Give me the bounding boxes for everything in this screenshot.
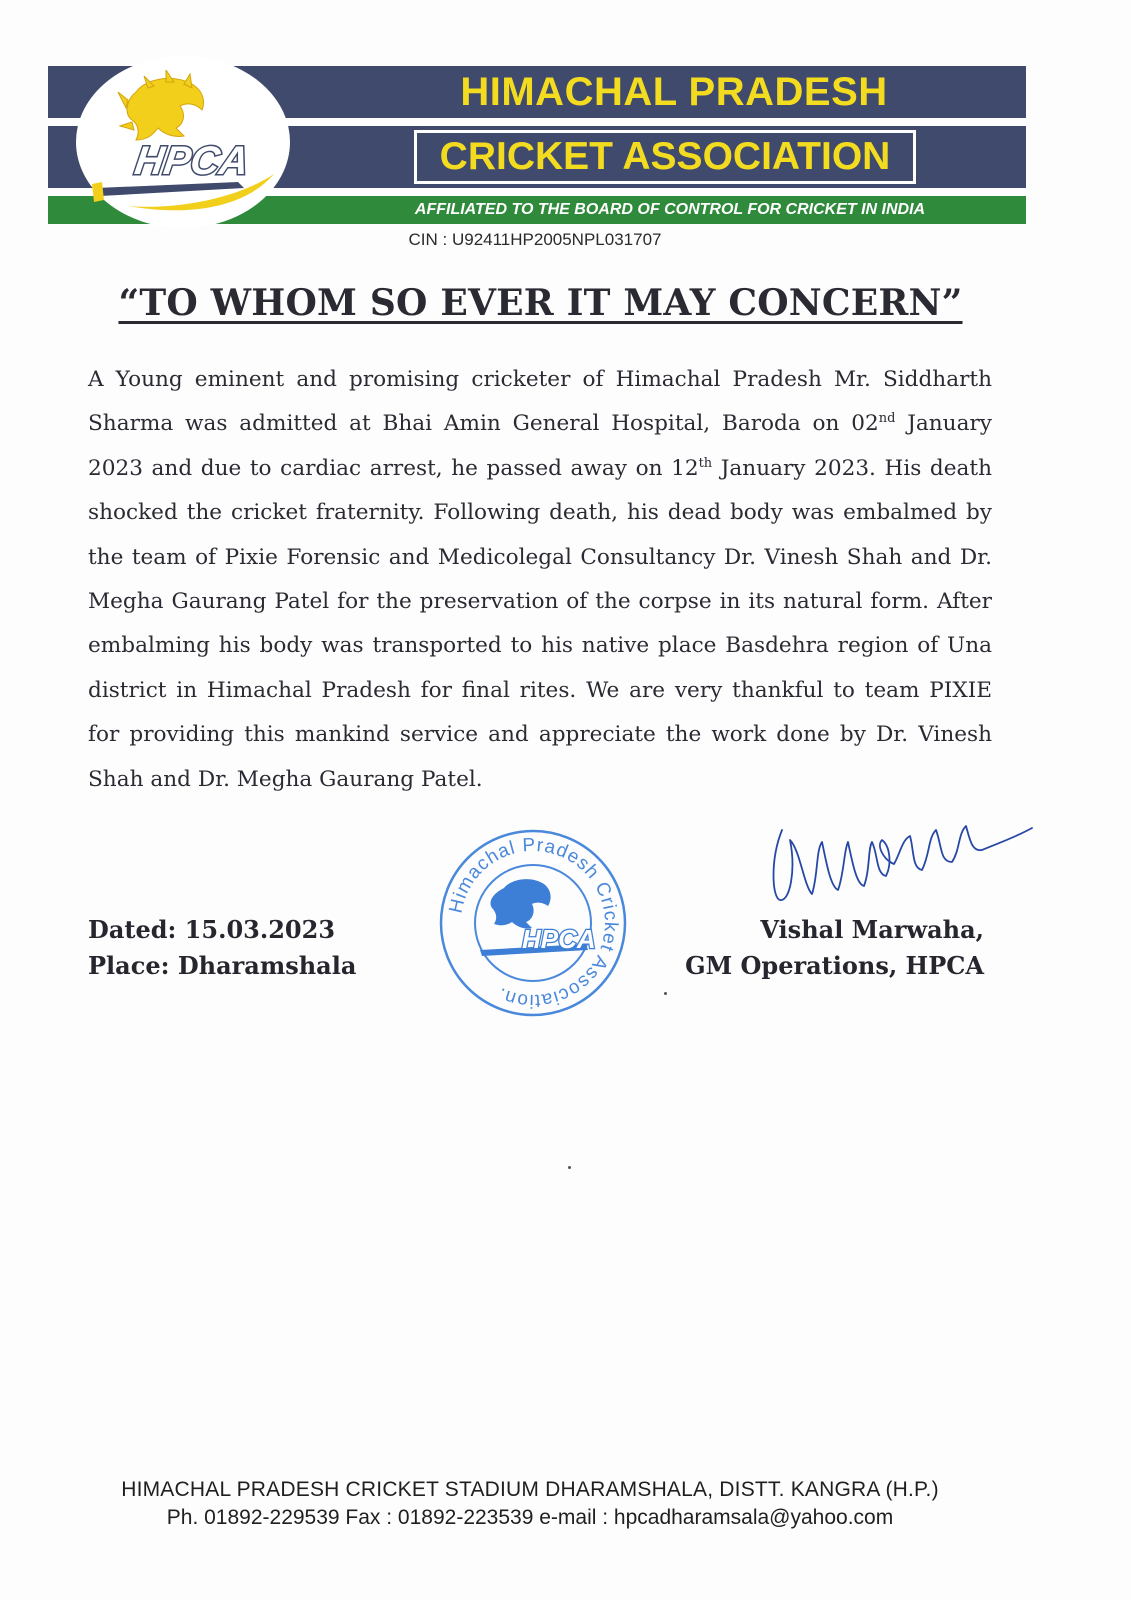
handwritten-signature <box>760 790 1040 920</box>
date-place-block <box>88 912 356 984</box>
signatory-name: Vishal Marwaha, <box>760 915 984 944</box>
signatory-title: GM Operations, HPCA <box>685 951 984 980</box>
svg-text:Himachal Pradesh Cricket Assoc <box>446 835 622 1011</box>
body-sup2: th <box>698 455 713 471</box>
dated-line: Dated: 15.03.2023 <box>88 915 336 944</box>
letter-heading <box>0 282 1081 324</box>
hpca-stamp <box>436 826 630 1020</box>
body-part2: January 2023 and due to cardiac arrest, he passed away on 12 <box>88 411 992 481</box>
stamp-ring-text: Himachal Pradesh Cricket Association. <box>445 834 622 1012</box>
body-part1: A Young eminent and promising cricketer of Himachal Pradesh Mr. Siddharth Sharma was admitted at Bhai Amin General Hospital, Baroda on 02 <box>88 367 992 437</box>
heading-text: “TO WHOM SO EVER IT MAY CONCERN” <box>118 282 963 324</box>
logo-text: HPCA <box>132 138 252 183</box>
org-name-line2: CRICKET ASSOCIATION <box>439 135 891 178</box>
footer-contact: Ph. 01892-229539 Fax : 01892-223539 e-mail : hpcadharamsala@yahoo.com <box>166 1506 894 1529</box>
scan-speck <box>568 1166 571 1169</box>
place-line: Place: Dharamshala <box>88 951 357 980</box>
body-part3: January 2023. His death shocked the cricket fraternity. Following death, his dead body was embalmed by the team of Pixie Forensic and Medicolegal Consultancy Dr. Vinesh Shah and Dr. Megha Gaurang Patel for the preservation of the corpse in its natural form. After embalming his body was transported to his native place Basdehra region of Una district in Himachal Pradesh for final rites. We are very thankful to team PIXIE for providing this mankind service and appreciate the work done by Dr. Vinesh Shah and Dr. Megha Gaurang Patel. <box>88 455 992 792</box>
cin-number: CIN : U92411HP2005NPL031707 <box>408 230 662 249</box>
org-name-line1: HIMACHAL PRADESH <box>460 69 888 114</box>
signatory-block <box>640 912 984 984</box>
stamp-center-text: HPCA <box>522 924 596 954</box>
body-sup1: nd <box>878 411 896 427</box>
scan-speck <box>664 992 667 995</box>
affiliation-line: AFFILIATED TO THE BOARD OF CONTROL FOR CRICKET IN INDIA <box>414 201 926 218</box>
letter-body <box>88 358 992 802</box>
hpca-logo <box>88 70 284 220</box>
footer-address: HIMACHAL PRADESH CRICKET STADIUM DHARAMSHALA, DISTT. KANGRA (H.P.) <box>121 1478 939 1501</box>
